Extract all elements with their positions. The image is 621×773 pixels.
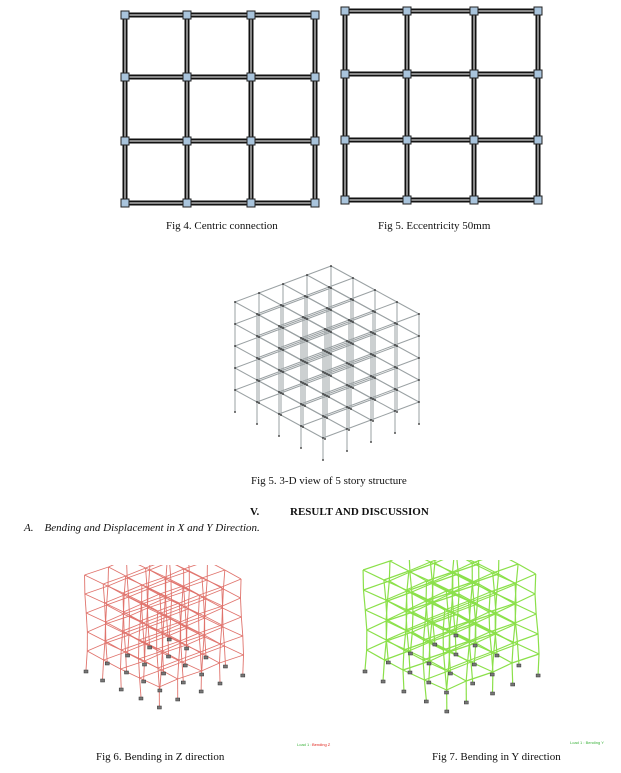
fig4-caption: Fig 4. Centric connection [166,220,278,232]
fig4-grid-diagram [120,10,320,210]
fig7-bending-y-diagram [355,560,555,730]
subsection-heading: A. Bending and Displacement in X and Y Direction. [24,522,260,534]
fig5-3d-frame-diagram [225,262,445,467]
fig5-caption: Fig 5. Eccentricity 50mm [378,220,491,232]
fig5-grid-diagram [340,6,546,206]
fig6-bending-z-diagram [78,565,258,725]
section-title: RESULT AND DISCUSSION [290,506,429,518]
section-number: V. [250,506,260,518]
fig6-caption: Fig 6. Bending in Z direction [96,751,225,763]
fig6-legend-bending: Bending Z [312,742,331,747]
fig7-legend: Load 1 : Bending Y [570,740,604,745]
fig6-legend-load: Load 1 : [297,742,312,747]
fig7-caption: Fig 7. Bending in Y direction [432,751,561,763]
fig5-3d-caption: Fig 5. 3-D view of 5 story structure [251,475,407,487]
